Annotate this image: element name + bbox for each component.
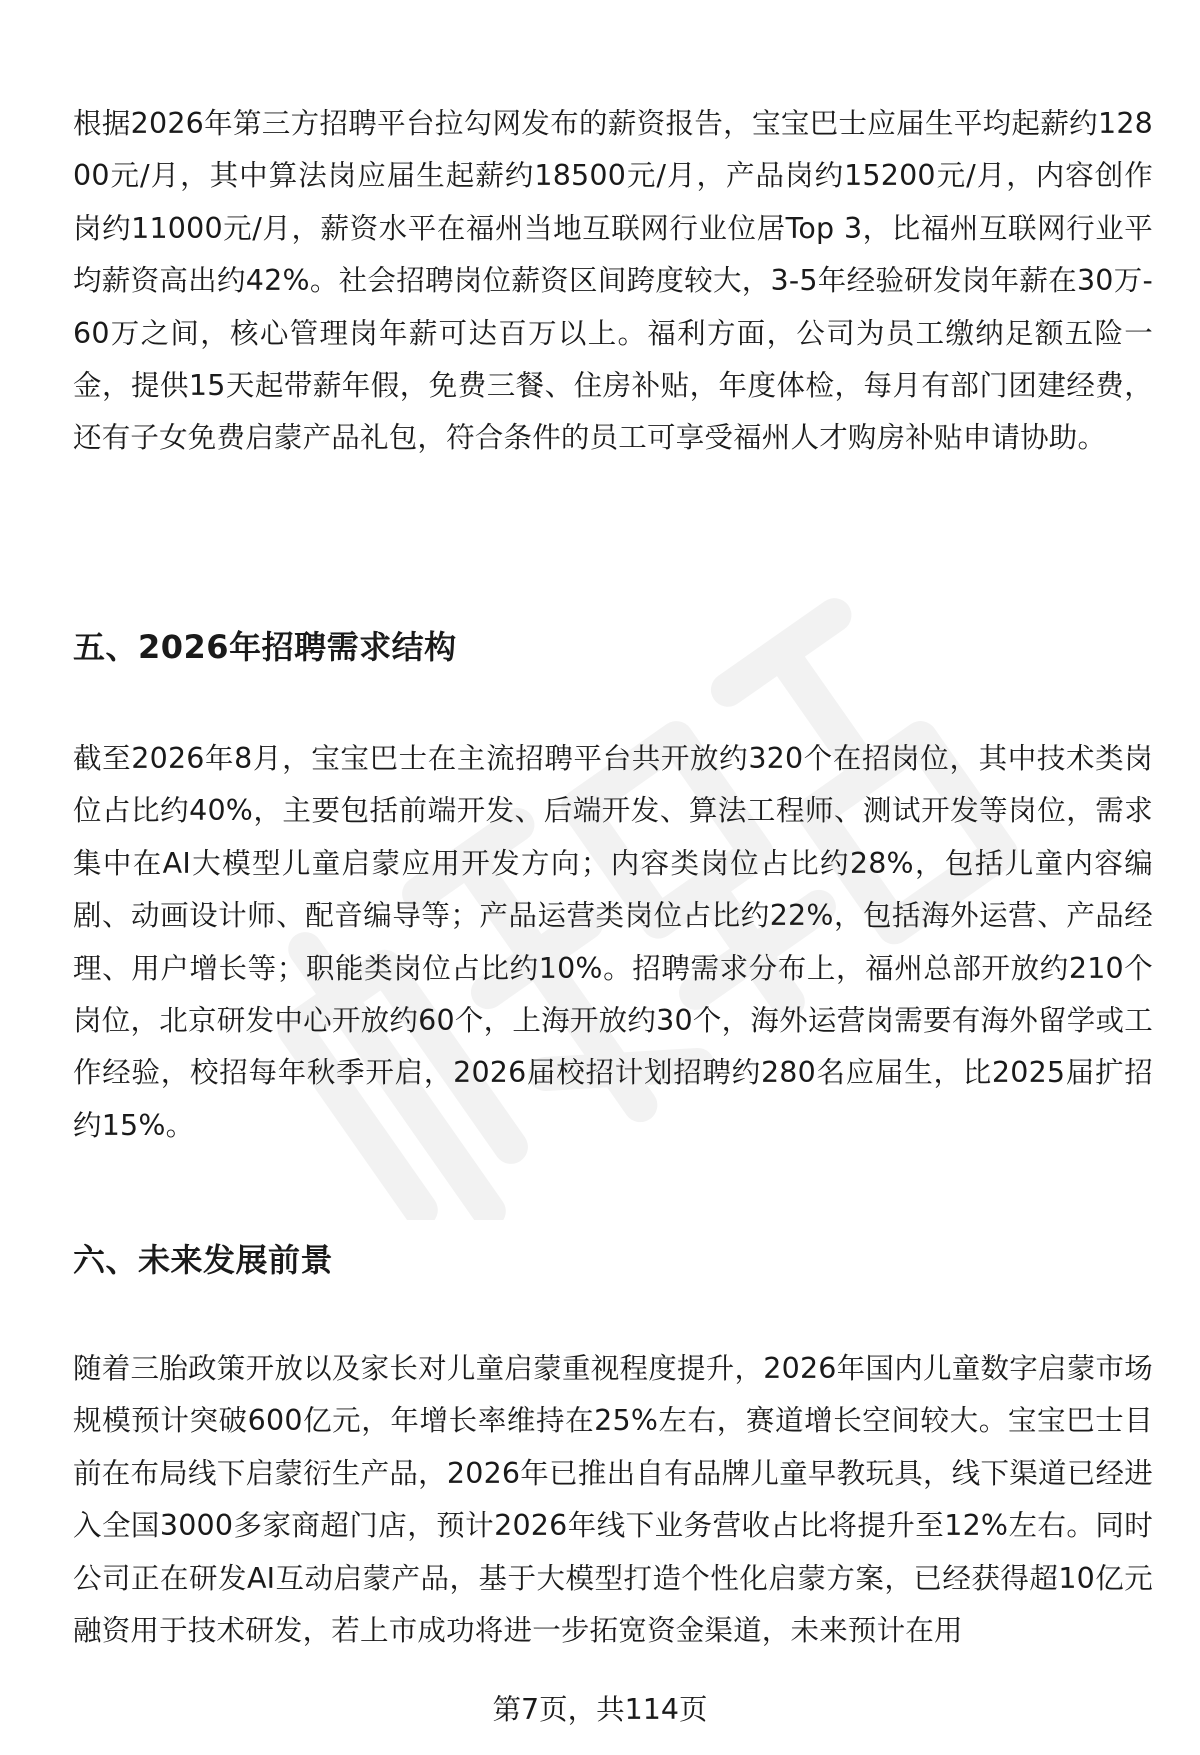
page-number-footer: 第7页，共114页 — [492, 1693, 708, 1726]
recruitment-structure-paragraph: 截至2026年8月，宝宝巴士在主流招聘平台共开放约320个在招岗位，其中技术类岗位占比约40%，主要包括前端开发、后端开发、算法工程师、测试开发等岗位，需求集中在AI大模型儿童启蒙应用开发方向；内容类岗位占比约28%，包括儿童内容编剧、动画设计师、配音编导等；产品运营类岗位占比约22%，包括海外运营、产品经理、用户增长等；职能类岗位占比约10%。招聘需求分布上，福州总部开放约210个岗位，北京研发中心开放约60个，上海开放约30个，海外运营岗需要有海外留学或工作经验，校招每年秋季开启，2026届校招计划招聘约280名应届生，比2025届扩招约15%。 — [73, 742, 1153, 1142]
future-prospects-paragraph: 随着三胎政策开放以及家长对儿童启蒙重视程度提升，2026年国内儿童数字启蒙市场规模预计突破600亿元，年增长率维持在25%左右，赛道增长空间较大。宝宝巴士目前在布局线下启蒙衍生产品，2026年已推出自有品牌儿童早教玩具，线下渠道已经进入全国3000多家商超门店，预计2026年线下业务营收占比将提升至12%左右。同时公司正在研发AI互动启蒙产品，基于大模型打造个性化启蒙方案，已经获得超10亿元融资用于技术研发，若上市成功将进一步拓宽资金渠道，未来预计在用 — [73, 1352, 1153, 1648]
salary-paragraph: 根据2026年第三方招聘平台拉勾网发布的薪资报告，宝宝巴士应届生平均起薪约12800元/月，其中算法岗应届生起薪约18500元/月，产品岗约15200元/月，内容创作岗约11000元/月，薪资水平在福州当地互联网行业位居Top 3，比福州互联网行业平均薪资高出约42%。社会招聘岗位薪资区间跨度较大，3-5年经验研发岗年薪在30万-60万之间，核心管理岗年薪可达百万以上。福利方面，公司为员工缴纳足额五险一金，提供15天起带薪年假，免费三餐、住房补贴，年度体检，每月有部门团建经费，还有子女免费启蒙产品礼包，符合条件的员工可享受福州人才购房补贴申请协助。 — [73, 107, 1153, 455]
section-heading-future-prospects: 六、未来发展前景 — [73, 1241, 334, 1279]
section-heading-recruitment-structure: 五、2026年招聘需求结构 — [73, 628, 457, 666]
